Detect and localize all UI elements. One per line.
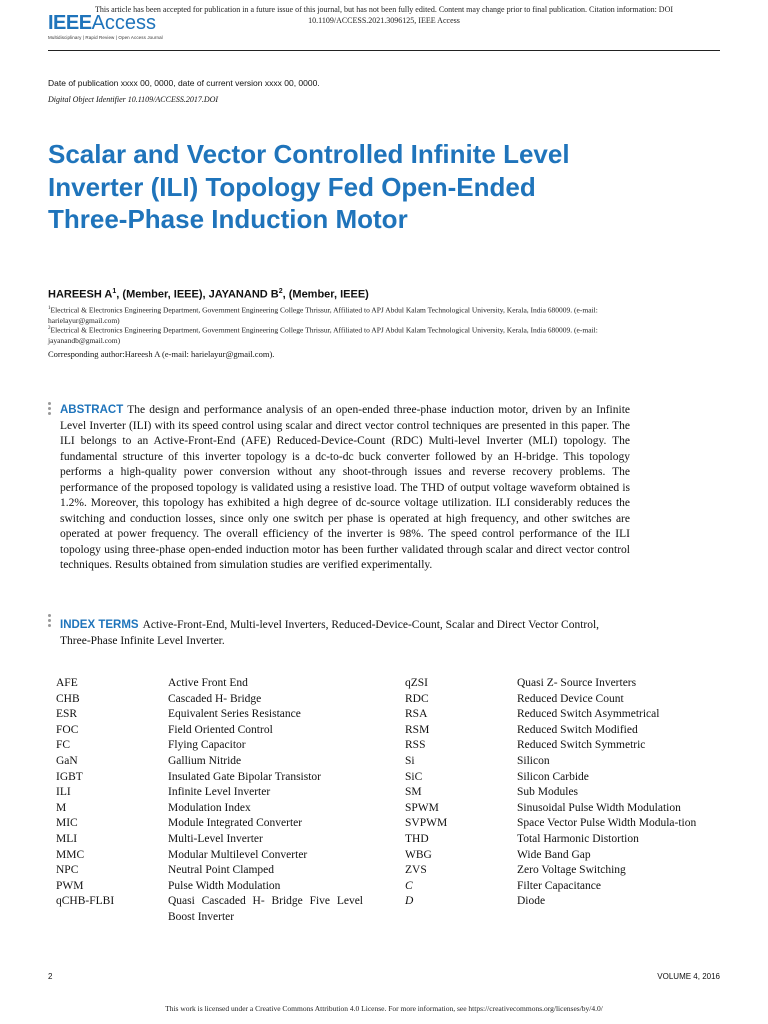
abbreviation-term: RDC [405,692,429,705]
abbreviation-definition: Gallium Nitride [168,754,242,767]
abbreviation-row [405,863,715,879]
abbreviation-row [405,723,715,739]
abbreviation-definition: Wide Band Gap [517,848,591,861]
affiliation-2-sup: 2 [48,326,51,331]
paper-title: Scalar and Vector Controlled Infinite Level Inverter (ILI) Topology Fed Open-Ended Three-Phase Induction Motor [48,139,570,234]
abbreviation-term: qCHB-FLBI [56,895,115,908]
abbreviation-term: ZVS [405,864,427,877]
affiliation-1 [48,304,648,326]
affiliation-2 [48,324,648,346]
abbreviation-term: SVPWM [405,817,448,830]
abbreviation-term: GaN [56,754,78,767]
abbreviation-definition: Reduced Switch Asymmetrical [517,708,660,721]
corresponding-author: Corresponding author:Hareesh A (e-mail: harielayur@gmail.com). [48,349,275,359]
abbreviation-term: M [56,801,67,814]
abstract-paragraph [60,403,630,574]
abbreviation-term: FOC [56,723,79,736]
index-terms-paragraph [60,618,630,649]
notice-line-1: This article has been accepted for publication in a future issue of this journal, but has not been fully edited. Content may change prior to final publication. Citation information: DOI [94,5,674,14]
abbreviation-row [405,894,715,910]
author-2-name: JAYANAND B [208,288,279,301]
abbreviation-term: Si [405,754,415,767]
abbreviation-definition: Sinusoidal Pulse Width Modulation [517,801,681,814]
notice-line-2: 10.1109/ACCESS.2021.3096125, IEEE Access [308,16,460,25]
abbreviation-definition: Infinite Level Inverter [168,786,271,799]
abbreviation-definition: Quasi Cascaded H- Bridge Five Level Boost Inverter [168,895,363,923]
abbreviation-term: IGBT [56,770,83,783]
abbreviation-term: RSS [405,739,426,752]
author-1-role: , (Member, IEEE), [116,288,209,301]
index-terms-marker-icon [48,614,52,629]
abbreviation-row [405,879,715,895]
index-terms-text: Active-Front-End, Multi-level Inverters, Reduced-Device-Count, Scalar and Direct Vector Control, Three-Phase Infinite Level Inverter. [60,619,600,647]
abbreviation-row [405,770,715,786]
abbreviation-row [405,707,715,723]
abbreviation-term: FC [56,739,71,752]
author-1-name: HAREESH A [48,288,113,301]
page-number: 2 [48,972,53,981]
abbreviation-term: PWM [56,879,84,892]
logo-ieee: IEEE [48,12,92,34]
abbreviation-definition: Field Oriented Control [168,723,273,736]
abbreviation-term: CHB [56,692,80,705]
abbreviation-definition: Insulated Gate Bipolar Transistor [168,770,321,783]
abbreviation-definition: Flying Capacitor [168,739,246,752]
abbreviation-definition: Quasi Z- Source Inverters [517,677,637,689]
license-notice: This work is licensed under a Creative Commons Attribution 4.0 License. For more information, see https://creativecommons.org/licenses/by/4.0/ [165,1004,603,1013]
publication-date: Date of publication xxxx 00, 0000, date of current version xxxx 00, 0000. [48,78,320,88]
author-2-role: , (Member, IEEE) [282,288,369,301]
abbreviation-term: AFE [56,677,78,689]
ieee-access-logo [48,12,163,40]
abbreviation-definition: Silicon Carbide [517,770,589,783]
abbreviation-term: MLI [56,832,78,845]
abbreviation-definition: Cascaded H- Bridge [168,692,262,705]
abbreviation-term: THD [405,832,429,845]
volume-label: VOLUME 4, 2016 [657,972,720,981]
abbreviation-definition: Active Front End [168,677,248,689]
index-terms-heading: INDEX TERMS [60,619,139,631]
logo-tagline: Multidisciplinary | Rapid Review | Open Access Journal [48,35,163,40]
affiliation-1-text: Electrical & Electronics Engineering Department, Government Engineering College Thrissur, Affiliated to APJ Abdul Kalam Technological University, Kerala, India 680009. (e-mail: harielayur@gmail.com) [48,305,598,325]
abbreviation-definition: Reduced Switch Modified [517,723,638,736]
abbreviation-row [405,676,715,692]
abbreviation-term: MMC [56,848,85,861]
abbreviation-definition: Modular Multilevel Converter [168,848,308,861]
abbreviation-term: RSA [405,708,428,721]
author-2-sup: 2 [278,288,283,295]
abbreviation-definition: Filter Capacitance [517,879,601,892]
abbreviation-definition: Multi-Level Inverter [168,832,263,845]
logo-access: Access [91,12,157,34]
abbreviation-row [405,832,715,848]
abbreviation-term: ILI [56,786,71,799]
abbreviation-term: WBG [405,848,432,861]
abbreviation-term: C [405,879,413,892]
abbreviation-definition: Silicon [517,754,550,767]
abbreviation-definition: Module Integrated Converter [168,817,303,830]
abbreviation-definition: Reduced Switch Symmetric [517,739,646,752]
abbreviation-definition: Reduced Device Count [517,692,624,705]
abbreviation-definition: Total Harmonic Distortion [517,832,639,845]
abstract-marker-icon [48,402,52,417]
abbreviation-term: ESR [56,708,78,721]
abbreviation-term: RSM [405,723,430,736]
abbreviation-term: SiC [405,770,423,783]
abbreviation-row [405,785,715,801]
author-1-sup: 1 [112,288,117,295]
abbreviation-term: NPC [56,864,79,877]
abbreviation-term: MIC [56,817,78,830]
abbreviation-row [405,692,715,708]
abstract-heading: ABSTRACT [60,404,124,416]
abbreviation-definition: Space Vector Pulse Width Modula-tion [517,817,697,830]
abbreviation-row [405,816,715,832]
affiliation-2-text: Electrical & Electronics Engineering Department, Government Engineering College Thrissur, Affiliated to APJ Abdul Kalam Technological University, Kerala, India 680009. (e-mail: jayanandb@gmail.com) [48,325,598,345]
abbreviation-definition: Diode [517,895,546,908]
abbreviation-list-right [405,676,715,910]
abbreviation-definition: Neutral Point Clamped [168,864,275,877]
abbreviation-definition: Zero Voltage Switching [517,864,626,877]
abstract-text: The design and performance analysis of an open-ended three-phase induction motor, driven by an Infinite Level Inverter (ILI) with its speed control using scalar and direct vector control techniques are presented in this paper. The ILI belongs to an Active-Front-End (AFE) Reduced-Device-Count (RDC) Multi-level Inverter (MLI) topology. The fundamental structure of this inverter topology is a dc-to-dc buck converter followed by an H-bridge. This topology performs a high-quality power conversion without any shoot-through issues and reverse recovery problems. The performance of the proposed topology is validated using a resistive load. The THD of output voltage waveform obtained is 1.2%. Moreover, this topology has exhibited a high degree of dc-source voltage utilization. ILI considerably reduces the switching and conduction losses, since only one switch per phase is operated at high frequency, and other switches are operated at power frequency. The overall efficiency of the inverter is 98%. The speed control performance of the ILI topology using three-phase open-ended induction motor has been further validated through scalar and direct vector control techniques. Results obtained from simulation studies are verified experimentally. [60,404,630,571]
abbreviation-definition: Sub Modules [517,786,579,799]
affiliation-1-sup: 1 [48,306,51,311]
abbreviation-definition: Pulse Width Modulation [168,879,281,892]
abbreviation-row [405,754,715,770]
abbreviation-row [405,738,715,754]
abbreviation-term: qZSI [405,677,428,689]
abbreviation-definition: Modulation Index [168,801,251,814]
abbreviation-definition: Equivalent Series Resistance [168,708,301,721]
doi-line: Digital Object Identifier 10.1109/ACCESS.2017.DOI [48,95,219,104]
abbreviation-term: SM [405,786,422,799]
header-divider [48,50,720,51]
abbreviation-term: SPWM [405,801,439,814]
abbreviation-term: D [405,895,414,908]
abbreviation-row [405,848,715,864]
author-line [48,288,369,301]
abbreviation-row [405,801,715,817]
